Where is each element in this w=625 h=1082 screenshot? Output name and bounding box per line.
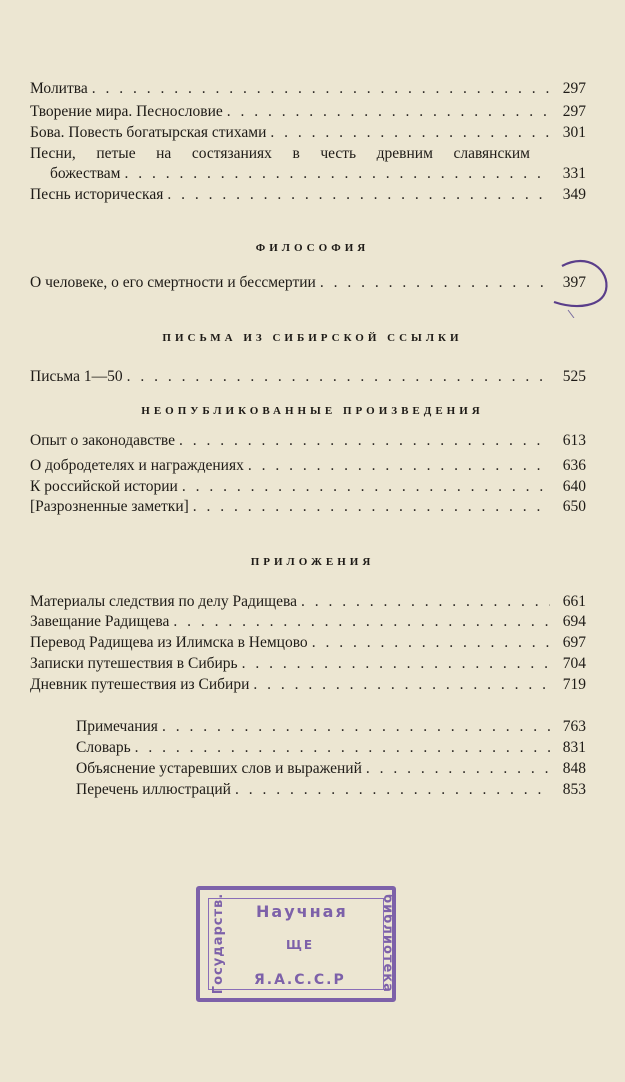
toc-entry-title: Объяснение устаревших слов и выражений	[76, 760, 362, 777]
toc-entry[interactable]	[76, 781, 586, 799]
toc-entry-page: 661	[562, 593, 586, 610]
section-heading: ФИЛОСОФИЯ	[255, 242, 370, 254]
toc-entry[interactable]	[30, 368, 586, 386]
toc-entry[interactable]	[30, 165, 586, 183]
leader-dots	[227, 103, 550, 121]
leader-dots	[320, 274, 550, 292]
toc-entry[interactable]	[76, 718, 586, 736]
toc-entry-title: Песнь историческая	[30, 186, 164, 203]
toc-entry[interactable]	[30, 432, 586, 450]
leader-dots	[253, 676, 550, 694]
leader-dots	[312, 634, 550, 652]
toc-entry-title: Опыт о законодавстве	[30, 432, 176, 449]
toc-entry-title: Бова. Повесть богатырская стихами	[30, 124, 267, 141]
toc-entry[interactable]	[30, 498, 586, 516]
toc-entry[interactable]	[30, 457, 586, 475]
toc-entry-title: Словарь	[76, 739, 131, 756]
toc-entry-page: 694	[562, 613, 586, 630]
toc-entry-page: 397	[562, 274, 586, 291]
toc-entry-page: 831	[562, 739, 586, 756]
toc-entry-title: Перевод Радищева из Илимска в Немцово	[30, 634, 308, 651]
toc-entry-title: К российской истории	[30, 478, 178, 495]
leader-dots	[135, 739, 550, 757]
toc-entry-page: 763	[562, 718, 586, 735]
toc-entry-page: 636	[562, 457, 586, 474]
toc-entry-title: О человеке, о его смертности и бессмертии	[30, 274, 316, 291]
toc-entry-page: 301	[562, 124, 586, 141]
toc-entry-title: Перечень иллюстраций	[76, 781, 231, 798]
leader-dots	[366, 760, 550, 778]
leader-dots	[248, 457, 550, 475]
toc-entry-title: Молитва	[30, 80, 88, 97]
toc-entry-title: Завещание Радищева	[30, 613, 170, 630]
toc-entry[interactable]	[30, 103, 586, 121]
leader-dots	[179, 432, 550, 450]
pencil-circle-mark	[548, 248, 614, 318]
toc-entry-page: 525	[562, 368, 586, 385]
section-heading: ПИСЬМА ИЗ СИБИРСКОЙ ССЫЛКИ	[162, 332, 463, 344]
toc-entry[interactable]	[30, 274, 586, 292]
toc-entry[interactable]	[76, 739, 586, 757]
toc-entry-page: 349	[562, 186, 586, 203]
leader-dots	[270, 124, 550, 142]
toc-entry-page: 848	[562, 760, 586, 777]
leader-dots	[301, 593, 550, 611]
toc-entry-page: 640	[562, 478, 586, 495]
toc-entry[interactable]	[30, 676, 586, 694]
toc-entry-title: Письма 1—50	[30, 368, 123, 385]
leader-dots	[124, 165, 550, 183]
toc-entry[interactable]	[30, 80, 586, 98]
toc-entry-title: божествам	[50, 165, 121, 182]
library-stamp	[196, 886, 396, 1002]
leader-dots	[167, 186, 550, 204]
leader-dots	[242, 655, 550, 673]
toc-entry-page: 613	[562, 432, 586, 449]
toc-entry-page: 697	[562, 634, 586, 651]
toc-entry-page: 853	[562, 781, 586, 798]
toc-entry[interactable]	[30, 593, 586, 611]
toc-entry-title: О добродетелях и награждениях	[30, 457, 244, 474]
toc-entry-page: 297	[562, 80, 586, 97]
toc-entry-title: Материалы следствия по делу Радищева	[30, 593, 297, 610]
section-heading: НЕОПУБЛИКОВАННЫЕ ПРОИЗВЕДЕНИЯ	[141, 405, 484, 417]
toc-entry[interactable]	[30, 124, 586, 142]
leader-dots	[92, 80, 550, 98]
toc-entry-title-line1: Песни, петые на состязаниях в честь древним славянским	[30, 145, 530, 162]
toc-entry[interactable]	[30, 655, 586, 673]
toc-entry[interactable]	[30, 478, 586, 496]
toc-entry-title: Записки путешествия в Сибирь	[30, 655, 238, 672]
stamp-right-text: библиотека	[379, 894, 395, 993]
toc-entry-page: 331	[562, 165, 586, 182]
leader-dots	[127, 368, 550, 386]
toc-entry-title: Творение мира. Песнословие	[30, 103, 223, 120]
leader-dots	[173, 613, 550, 631]
stamp-top-text: Научная	[256, 902, 348, 921]
stamp-center-text: ЩЕ	[286, 938, 315, 952]
toc-entry[interactable]	[30, 186, 586, 204]
toc-entry[interactable]	[76, 760, 586, 778]
toc-entry-page: 704	[562, 655, 586, 672]
toc-entry-page: 650	[562, 498, 586, 515]
toc-entry-title: Дневник путешествия из Сибири	[30, 676, 250, 693]
stamp-left-text: Государств.	[211, 892, 227, 995]
toc-entry[interactable]	[30, 634, 586, 652]
toc-entry-page: 297	[562, 103, 586, 120]
toc-entry[interactable]	[30, 613, 586, 631]
toc-entry-title: Примечания	[76, 718, 158, 735]
leader-dots	[162, 718, 550, 736]
section-heading: ПРИЛОЖЕНИЯ	[250, 556, 375, 568]
leader-dots	[193, 498, 550, 516]
stamp-bottom-text: Я.А.С.С.Р	[254, 972, 346, 988]
leader-dots	[182, 478, 550, 496]
toc-entry-title: [Разрозненные заметки]	[30, 498, 189, 515]
leader-dots	[235, 781, 550, 799]
toc-entry-page: 719	[562, 676, 586, 693]
